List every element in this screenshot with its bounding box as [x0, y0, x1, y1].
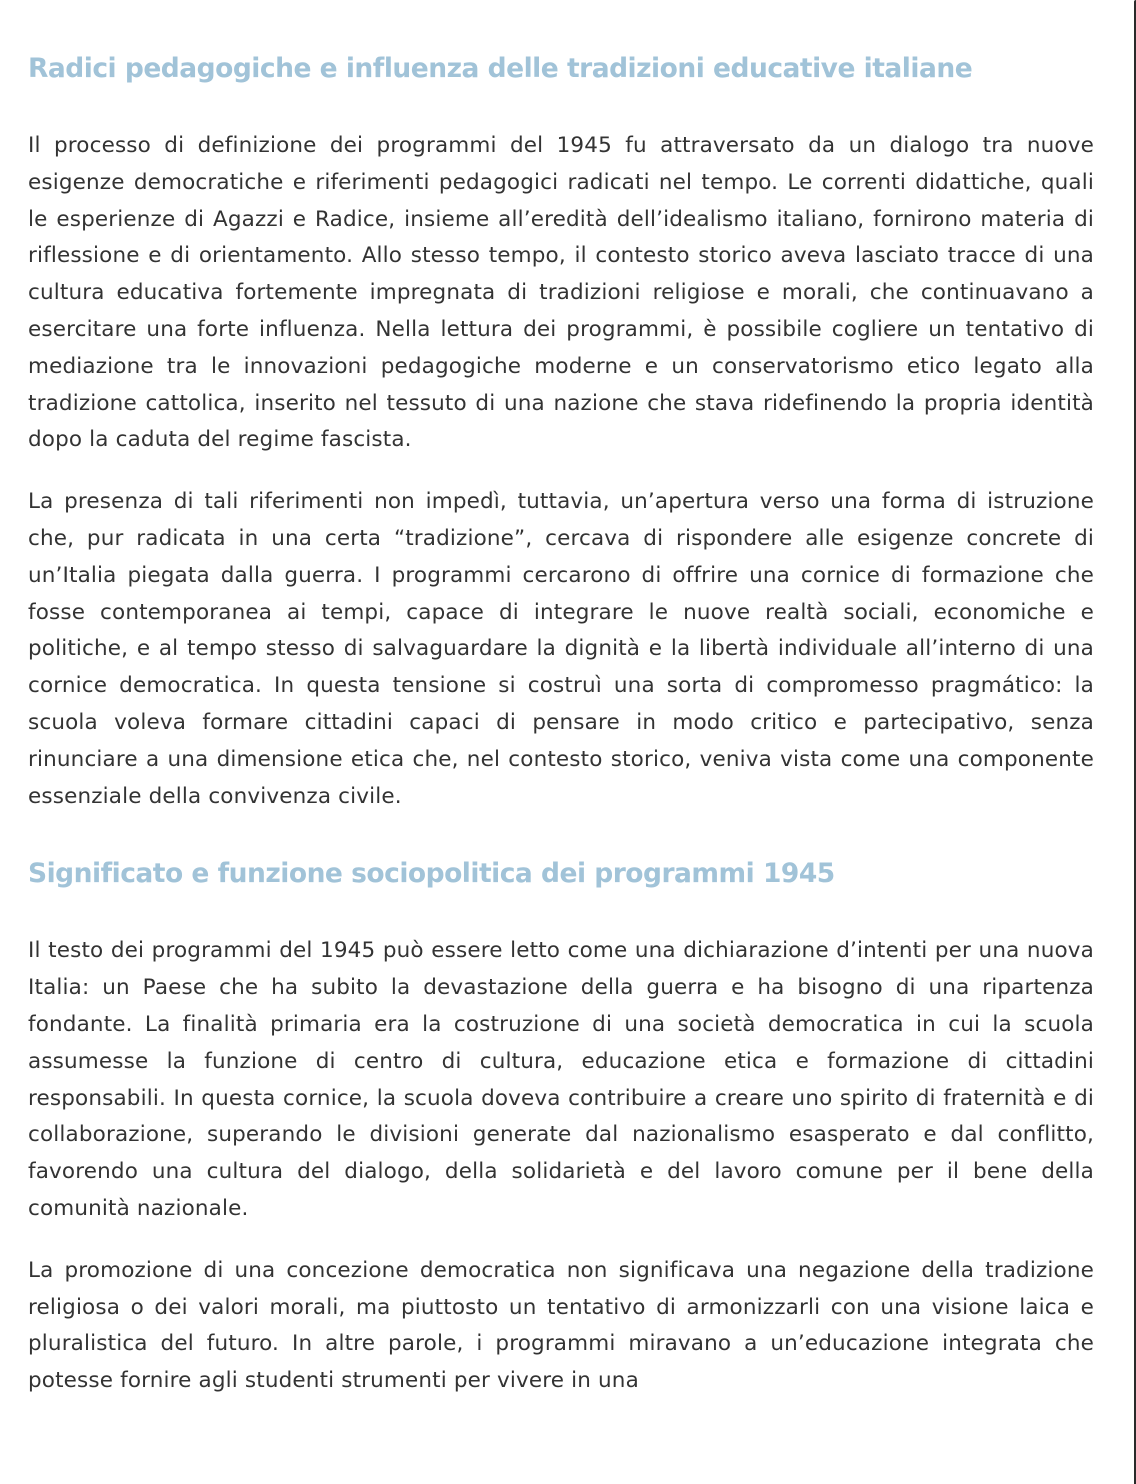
section-pedagogical-roots: [28, 0, 1094, 815]
section-heading: Radici pedagogiche e influenza delle tradizioni educative italiane: [28, 53, 973, 84]
section-heading: Significato e funzione sociopolitica dei programmi 1945: [28, 858, 835, 890]
paragraph: La promozione di una concezione democratica non significava una negazione della tradizione religiosa o dei valori morali, ma piuttosto un tentativo di armonizzarli con una visione laica e pluralistica del futuro. In altre parole, i programmi miravano a un’educazione integrata che potesse fornire agli studenti strumenti per vivere in una: [28, 1257, 1094, 1394]
paragraph: Il processo di definizione dei programmi del 1945 fu attraversato da un dialogo tra nuove esigenze democratiche e riferimenti pedagogici radicati nel tempo. Le correnti didattiche, quali le esperienze di Agazzi e Radice, insieme all’eredità dell’idealismo italiano, fornirono materia di riflessione e di orientamento. Allo stesso tempo, il contesto storico aveva lasciato tracce di una cultura educativa fortemente impregnata di tradizioni religiose e morali, che continuavano a esercitare una forte influenza. Nella lettura dei programmi, è possibile cogliere un tentativo di mediazione tra le innovazioni pedagogiche moderne e un conservatorismo etico legato alla tradizione cattolica, inserito nel tessuto di una nazione che stava ridefinendo la propria identità dopo la caduta del regime fascista.: [28, 133, 1094, 453]
paragraph: La presenza di tali riferimenti non impedì, tuttavia, un’apertura verso una forma di istruzione che, pur radicata in una certa “tradizione”, cercava di rispondere alle esigenze concrete di un’Italia piegata dalla guerra. I programmi cercarono di offrire una cornice di formazione che fosse contemporanea ai tempi, capace di integrare le nuove realtà sociali, economiche e politiche, e al tempo stesso di salvaguardare la dignità e la libertà individuale all’interno di una cornice democratica. In questa tensione si costruì una sorta di compromesso pragmático: la scuola voleva formare cittadini capaci di pensare in modo critico e partecipativo, senza rinunciare a una dimensione etica che, nel contesto storico, veniva vista come una componente essenziale della convivenza civile.: [28, 489, 1094, 809]
section-sociopolitical-function: [28, 815, 1094, 1400]
paragraph: Il testo dei programmi del 1945 può essere letto come una dichiarazione d’intenti per una nuova Italia: un Paese che ha subito la devastazione della guerra e ha bisogno di una ripartenza fondante. La finalità primaria era la costruzione di una società democratica in cui la scuola assumesse la funzione di centro di cultura, educazione etica e formazione di cittadini responsabili. In questa cornice, la scuola doveva contribuire a creare uno spirito di fraternità e di collaborazione, superando le divisioni generate dal nazionalismo esasperato e dal conflitto, favorendo una cultura del dialogo, della solidarietà e del lavoro comune per il bene della comunità nazionale.: [28, 938, 1094, 1221]
